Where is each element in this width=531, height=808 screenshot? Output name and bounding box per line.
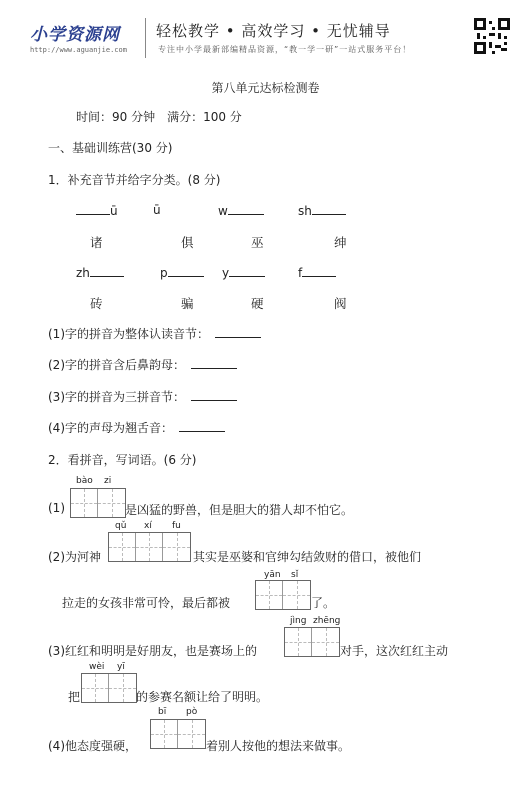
q1-char-ju: 俱 [181,235,194,250]
q1-char-wu: 巫 [251,235,264,250]
q2-s1-pinyin-1: bào [76,476,93,486]
q2-s2b-prefix: 拉走的女孩非常可怜，最后都被 [62,596,231,610]
q2-s2b-suffix: 了。 [311,596,336,610]
q1-char-shen: 绅 [334,235,347,250]
q2-s3b-pinyin-2: yī [117,662,125,672]
q2-s2-prefix: (2)为河神 [48,550,101,564]
q2-s3-suffix: 对手，这次红红主动 [340,644,449,658]
q2-s2-pinyin-1: qǔ [115,521,127,531]
q2-s2-text: 其实是巫婆和官绅勾结敛财的借口，被他们 [193,550,422,564]
q2-s2b-pinyin-1: yān [264,570,281,580]
q2-s2b-writing-grid[interactable] [255,580,311,610]
header-slogan: 轻松教学 • 高效学习 • 无忧辅导 [156,22,391,40]
q2-s1-pinyin-2: zi [104,476,112,486]
q1-char-zhu: 诸 [90,235,103,250]
q1-pinyin-3[interactable]: w [218,203,264,218]
q2-s3b-pinyin-1: wèi [89,662,105,672]
q2-s1-writing-grid[interactable] [70,488,126,518]
q1-pinyin-8[interactable]: f [298,265,336,280]
q2-s2b-pinyin-2: sǐ [291,570,299,580]
q2-s3-prefix: (3)红红和明明是好朋友，也是赛场上的 [48,644,257,658]
q2-s2-pinyin-2: xí [144,521,152,531]
q1-sub-4[interactable]: (4)字的声母为翘舌音： [48,419,225,436]
q2-s3b-prefix: 把 [68,690,81,704]
q1-label: 1．补充音节并给字分类。(8 分) [48,173,221,187]
q2-s1-prefix: (1) [48,501,65,515]
q1-pinyin-6[interactable]: p [160,265,204,280]
qr-code-icon [474,18,510,54]
q2-s3-pinyin-2: zhēng [313,616,341,626]
exam-meta: 时间：90 分钟 满分：100 分 [76,110,242,124]
q1-pinyin-1[interactable]: ū [76,203,118,218]
q1-pinyin-4[interactable]: sh [298,203,346,218]
q2-s4-prefix: (4)他态度强硬， [48,739,137,753]
q2-s3-pinyin-1: jìng [290,616,307,626]
q2-s3-writing-grid[interactable] [284,627,340,657]
q2-s4-pinyin-1: bī [158,707,167,717]
q2-s4-writing-grid[interactable] [150,719,206,749]
q2-s3b-writing-grid[interactable] [81,673,137,703]
header-divider [145,18,146,58]
q2-s1-text: 是凶猛的野兽，但是胆大的猎人却不怕它。 [125,503,354,517]
q1-pinyin-2[interactable]: ū [153,203,161,217]
q1-pinyin-5[interactable]: zh [76,265,124,280]
q2-label: 2．看拼音，写词语。(6 分) [48,453,197,467]
q2-s4-suffix: 着别人按他的想法来做事。 [206,739,351,753]
q2-s2-pinyin-3: fu [172,521,181,531]
q1-sub-1[interactable]: (1)字的拼音为整体认读音节： [48,325,261,342]
q1-char-fa: 阀 [334,296,347,311]
q1-sub-3[interactable]: (3)字的拼音为三拼音节： [48,388,237,405]
q1-char-ying: 硬 [251,296,264,311]
q2-s2-writing-grid[interactable] [108,532,191,562]
site-logo: 小学资源网 [30,25,120,45]
q2-s4-pinyin-2: pò [186,707,198,717]
section-1-heading: 一、基础训练营(30 分) [48,141,173,155]
exam-title: 第八单元达标检测卷 [211,81,320,95]
header-subslogan: 专注中小学最新部编精品资源，“教一学一研”一站式服务平台！ [158,45,412,54]
q1-char-zhuan: 砖 [90,296,103,311]
page-header [0,0,531,68]
q2-s3b-suffix: 的参赛名额让给了明明。 [136,690,269,704]
site-url[interactable]: http://www.aguanjie.com [30,46,127,54]
q1-pinyin-7[interactable]: y [222,265,265,280]
q1-sub-2[interactable]: (2)字的拼音含后鼻韵母： [48,356,237,373]
q1-char-pian: 骗 [181,296,194,311]
